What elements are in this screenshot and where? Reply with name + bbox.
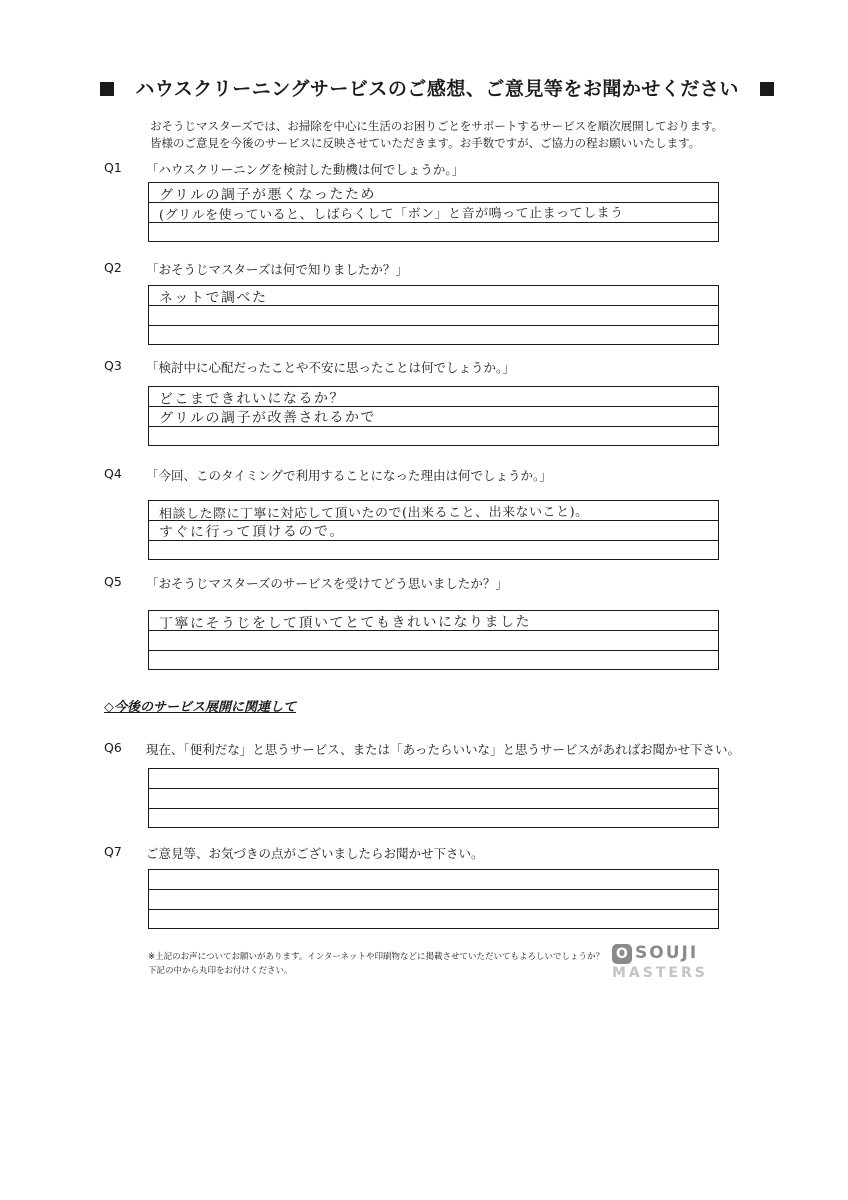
answer-box-q7[interactable]: [148, 869, 719, 929]
answer-box-q6[interactable]: [148, 768, 719, 828]
question-text-q4: 「今回、このタイミングで利用することになった理由は何でしょうか。」: [146, 468, 552, 483]
survey-title: [100, 74, 800, 101]
question-text-q5: 「おそうじマスターズのサービスを受けてどう思いましたか？」: [146, 576, 508, 591]
question-number-q6: Q6: [104, 740, 122, 755]
footnote: [148, 950, 604, 978]
handwritten-answer: すぐに行って頂けるので。: [158, 523, 345, 541]
handwritten-answer: 相談した際に丁寧に対応して頂いたので(出来ること、出来ないこと)。: [158, 504, 589, 523]
question-text-q6: 現在、「便利だな」と思うサービス、または「あったらいいな」と思うサービスがあればお聞かせ下さい。: [146, 742, 741, 757]
question-number-q5: Q5: [104, 574, 122, 589]
answer-box-q2[interactable]: [148, 285, 719, 345]
answer-box-q4[interactable]: [148, 500, 719, 560]
question-text-q1: 「ハウスクリーニングを検討した動機は何でしょうか。」: [146, 162, 465, 177]
handwritten-answer: ネットで調べた: [158, 289, 268, 307]
answer-line: [149, 788, 718, 789]
handwritten-answer: 丁寧にそうじをして頂いてとてもきれいになりました: [158, 614, 532, 632]
answer-box-q3[interactable]: [148, 386, 719, 446]
handwritten-answer: グリルの調子が改善されるかで: [158, 409, 377, 427]
intro-text: [150, 118, 723, 152]
answer-line: [149, 909, 718, 910]
handwritten-answer: グリルの調子が悪くなったため: [158, 186, 377, 204]
handwritten-answer: どこまできれいになるか？: [158, 390, 346, 408]
question-text-q3: 「検討中に心配だったことや不安に思ったことは何でしょうか。」: [146, 360, 515, 375]
answer-line: [149, 325, 718, 326]
intro-line: 皆様のご意見を今後のサービスに反映させていただきます。お手数ですが、ご協力の程お願いいたします。: [150, 136, 701, 150]
footnote-line: ※上記のお声についてお願いがあります。インターネットや印刷物などに掲載させていただいてもよろしいでしょうか？: [148, 952, 605, 962]
answer-line: [149, 889, 718, 890]
logo-text-masters: MASTERS: [612, 965, 708, 981]
question-number-q1: Q1: [104, 160, 122, 175]
footnote-line: 下記の中から丸印をお付けください。: [148, 966, 293, 976]
intro-line: おそうじマスターズでは、お掃除を中心に生活のお困りごとをサポートするサービスを順次展開しております。: [150, 119, 724, 133]
question-text-q2: 「おそうじマスターズは何で知りましたか？」: [146, 262, 408, 277]
question-text-q7: ご意見等、お気づきの点がございましたらお聞かせ下さい。: [146, 846, 484, 861]
answer-box-q5[interactable]: [148, 610, 719, 670]
souji-masters-logo: [612, 944, 732, 984]
answer-box-q1[interactable]: [148, 182, 719, 242]
square-bullet-icon: [760, 82, 774, 96]
logo-text-souji: SOUJI: [635, 943, 699, 963]
section-heading: ◇今後のサービス展開に関連して: [104, 700, 296, 715]
answer-line: [149, 808, 718, 809]
question-number-q3: Q3: [104, 358, 122, 373]
answer-line: [149, 650, 718, 651]
question-number-q2: Q2: [104, 260, 122, 275]
survey-title-text: ハウスクリーニングサービスのご感想、ご意見等をお聞かせください: [135, 78, 739, 100]
square-bullet-icon: [100, 82, 114, 96]
handwritten-answer: (グリルを使っていると、しばらくして「ボン」と音が鳴って止まってしまう: [158, 205, 624, 224]
question-number-q4: Q4: [104, 466, 122, 481]
question-number-q7: Q7: [104, 844, 122, 859]
logo-mark-icon: O: [612, 944, 632, 964]
